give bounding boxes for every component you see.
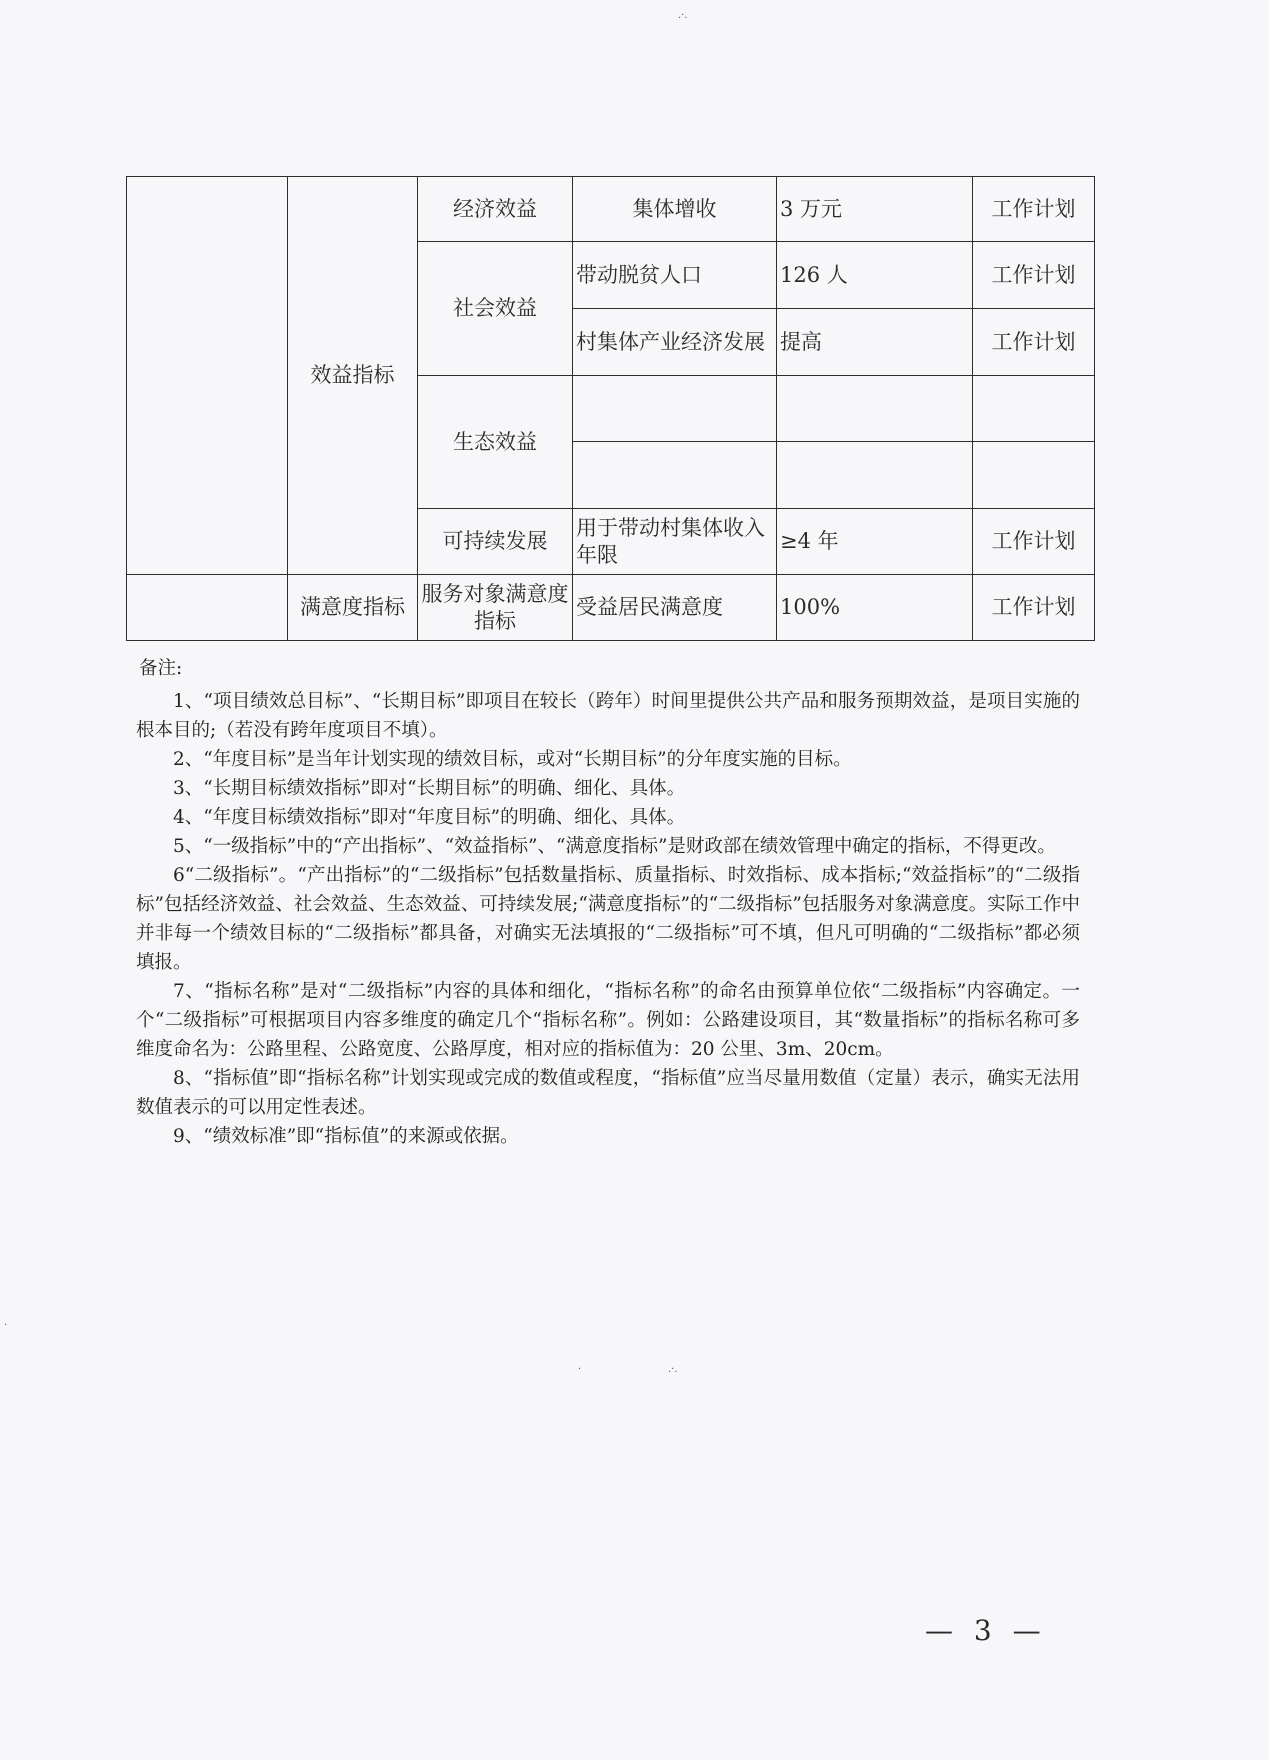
level1-satisfaction-cell: 满意度指标 bbox=[288, 575, 418, 641]
note-item: 7、“指标名称”是对“二级指标”内容的具体和细化，“指标名称”的命名由预算单位依“二级指标”内容确定。一个“二级指标”可根据项目内容多维度的确定几个“指标名称”。例如：公路建设项目，其“数量指标”的指标名称可多维度命名为：公路里程、公路宽度、公路厚度，相对应的指标值为：20 公里、3m、20cm。 bbox=[136, 981, 1080, 1060]
indicator-value-cell: 100% bbox=[777, 575, 973, 641]
indicator-value-cell: 126 人 bbox=[777, 242, 973, 309]
page-number: — 3 — bbox=[925, 1614, 1047, 1647]
level0-blank-cell bbox=[127, 177, 288, 575]
scan-speck-icon: · bbox=[4, 1320, 8, 1331]
standard-cell: 工作计划 bbox=[973, 242, 1095, 309]
notes-section bbox=[136, 654, 1080, 1151]
level1-effect-cell: 效益指标 bbox=[288, 177, 418, 575]
table-row bbox=[127, 575, 1095, 641]
indicator-value-cell: 3 万元 bbox=[777, 177, 973, 242]
table-row bbox=[127, 177, 1095, 242]
indicator-value-cell bbox=[777, 376, 973, 442]
note-item: 5、“一级指标”中的“产出指标”、“效益指标”、“满意度指标”是财政部在绩效管理中确定的指标，不得更改。 bbox=[173, 836, 1056, 857]
indicator-name-cell bbox=[573, 376, 777, 442]
indicator-name-cell: 集体增收 bbox=[573, 177, 777, 242]
note-item: 4、“年度目标绩效指标”即对“年度目标”的明确、细化、具体。 bbox=[173, 807, 686, 828]
indicator-name-cell: 用于带动村集体收入年限 bbox=[573, 509, 777, 575]
indicator-value-cell: 提高 bbox=[777, 309, 973, 376]
note-item: 6“二级指标”。“产出指标”的“二级指标”包括数量指标、质量指标、时效指标、成本指标;“效益指标”的“二级指标”包括经济效益、社会效益、生态效益、可持续发展;“满意度指标”的“二级指标”包括服务对象满意度。实际工作中并非每一个绩效目标的“二级指标”都具备，对确实无法填报的“二级指标”可不填，但凡可明确的“二级指标”都必须填报。 bbox=[136, 865, 1080, 973]
level0-blank-cell bbox=[127, 575, 288, 641]
indicator-name-cell bbox=[573, 442, 777, 509]
scan-speck-icon: .·. bbox=[678, 10, 688, 21]
indicator-name-cell: 带动脱贫人口 bbox=[573, 242, 777, 309]
note-item: 2、“年度目标”是当年计划实现的绩效目标，或对“长期目标”的分年度实施的目标。 bbox=[173, 749, 852, 770]
indicator-name-cell: 受益居民满意度 bbox=[573, 575, 777, 641]
level2-cell: 社会效益 bbox=[418, 242, 573, 376]
level2-cell: 服务对象满意度指标 bbox=[418, 575, 573, 641]
standard-cell bbox=[973, 376, 1095, 442]
indicator-value-cell: ≥4 年 bbox=[777, 509, 973, 575]
level2-cell: 可持续发展 bbox=[418, 509, 573, 575]
scan-speck-icon: · bbox=[578, 1364, 582, 1375]
note-item: 3、“长期目标绩效指标”即对“长期目标”的明确、细化、具体。 bbox=[173, 778, 686, 799]
standard-cell: 工作计划 bbox=[973, 509, 1095, 575]
scan-speck-icon: .·. bbox=[668, 1364, 678, 1375]
indicator-value-cell bbox=[777, 442, 973, 509]
standard-cell bbox=[973, 442, 1095, 509]
level2-cell: 经济效益 bbox=[418, 177, 573, 242]
standard-cell: 工作计划 bbox=[973, 575, 1095, 641]
indicator-name-cell: 村集体产业经济发展 bbox=[573, 309, 777, 376]
performance-indicator-table bbox=[126, 176, 1095, 641]
notes-title: 备注: bbox=[139, 658, 183, 679]
note-item: 1、“项目绩效总目标”、“长期目标”即项目在较长（跨年）时间里提供公共产品和服务预期效益，是项目实施的根本目的;（若没有跨年度项目不填）。 bbox=[136, 691, 1080, 741]
note-item: 9、“绩效标准”即“指标值”的来源或依据。 bbox=[173, 1126, 519, 1147]
note-item: 8、“指标值”即“指标名称”计划实现或完成的数值或程度，“指标值”应当尽量用数值（定量）表示，确实无法用数值表示的可以用定性表述。 bbox=[136, 1068, 1080, 1118]
level2-cell: 生态效益 bbox=[418, 376, 573, 509]
standard-cell: 工作计划 bbox=[973, 309, 1095, 376]
standard-cell: 工作计划 bbox=[973, 177, 1095, 242]
